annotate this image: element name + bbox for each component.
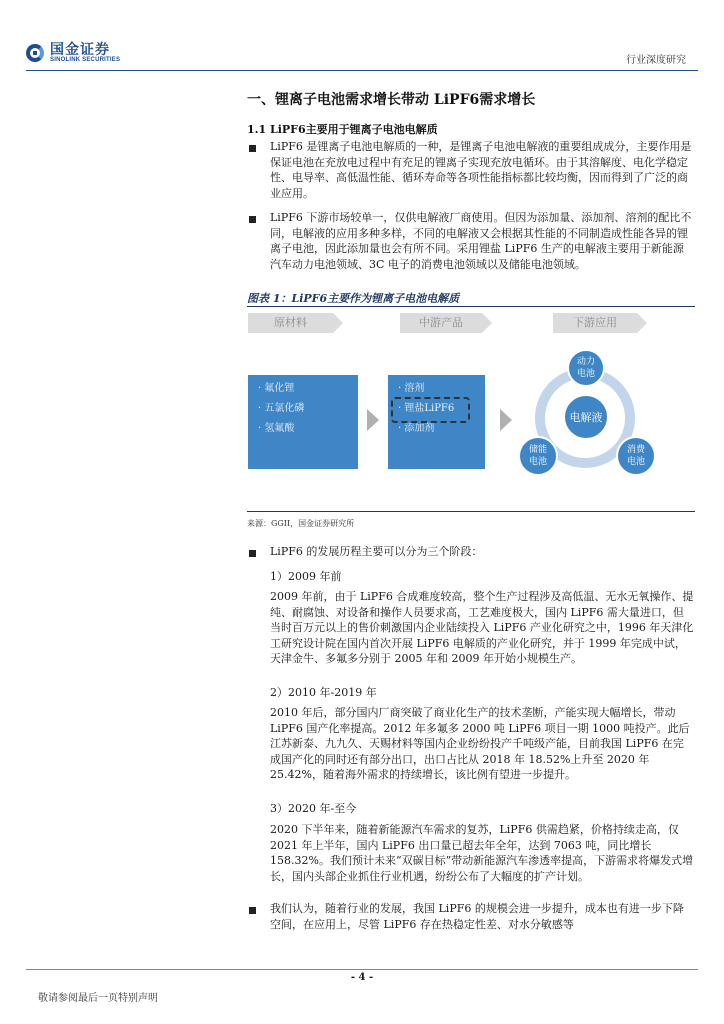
mid-item: · 锂盐LiPF6 — [398, 403, 455, 414]
stage-label-mid: 中游产品 — [400, 313, 482, 333]
stage3-heading: 3）2020 年-至今 — [270, 802, 357, 815]
bullet-marker — [249, 145, 256, 152]
stage-label-raw: 原材料 — [248, 313, 333, 333]
footer-divider — [26, 969, 698, 970]
mid-item: · 添加剂 — [398, 423, 435, 434]
app-power-battery: 动力电池 — [567, 349, 605, 387]
stage-label-down: 下游应用 — [553, 313, 637, 333]
page-number: - 4 - — [350, 972, 374, 983]
stage2-heading: 2）2010 年-2019 年 — [270, 686, 377, 699]
logo-cn: 国金证券 — [50, 42, 110, 58]
header-divider — [26, 70, 698, 71]
figure-bottom-rule — [247, 511, 695, 512]
figure-top-rule — [247, 306, 695, 307]
logo-en: SINOLINK SECURITIES — [50, 57, 121, 63]
paragraph-downstream: LiPF6 下游市场较单一，仅供电解液厂商使用。但因为添加量、添加剂、溶剂的配比不同，电解液的应用多种多样，不同的电解液又会根据其性能的不同制造成性能各异的锂离子电池，因此添加量也会有所不同。采用锂盐 LiPF6 生产的电解液主要用于新能源汽车动力电池领域、3C 电子的消费电池领域以及储能电池领域。 — [270, 211, 692, 271]
bullet-marker — [249, 550, 256, 557]
bullet-marker — [249, 216, 256, 223]
subsection-title: 1.1 LiPF6主要用于锂离子电池电解质 — [247, 123, 438, 136]
flow-arrow-icon — [500, 409, 512, 431]
section-title: 一、锂离子电池需求增长带动 LiPF6需求增长 — [247, 92, 536, 108]
flow-arrow-icon — [367, 409, 379, 431]
app-storage-battery: 储能电池 — [518, 436, 558, 476]
center-electrolyte: 电解液 — [563, 394, 609, 440]
app-consumer-battery: 消费电池 — [616, 436, 656, 476]
company-logo — [26, 43, 120, 63]
mid-item: · 溶剂 — [398, 383, 425, 394]
paragraph-lipf6-intro: LiPF6 是锂离子电池电解质的一种，是锂离子电池电解液的重要组成成分，主要作用是保证电池在充放电过程中有充足的锂离子实现充放电循环。由于其溶解度、电化学稳定性、电导率、高低温性能、循环寿命等各项性能指标都比较均衡，因而得到了广泛的商业应用。 — [270, 140, 692, 200]
highlight-dashed-box — [391, 397, 470, 423]
figure-title: 图表 1：LiPF6主要作为锂离子电池电解质 — [247, 292, 460, 305]
bullet-marker — [249, 907, 256, 914]
paragraph-history-intro: LiPF6 的发展历程主要可以分为三个阶段： — [270, 545, 483, 558]
paragraph-outlook: 我们认为，随着行业的发展，我国 LiPF6 的规模会进一步提升，成本也有进一步下降空间，在应用上，尽管 LiPF6 存在热稳定性差、对水分敏感等 — [270, 902, 684, 931]
doc-type: 行业深度研究 — [626, 55, 686, 66]
raw-item: · 五氯化磷 — [258, 403, 305, 414]
raw-item: · 氟化锂 — [258, 383, 295, 394]
figure-source: 来源：GGII，国金证券研究所 — [247, 519, 355, 528]
paragraph-stage1: 2009 年前，由于 LiPF6 合成难度较高，整个生产过程涉及高低温、无水无氧操作、提纯、耐腐蚀、对设备和操作人员要求高，工艺难度极大，国内 LiPF6 需大量进口，但当时百万元以上的售价刺激国内企业陆续投入 LiPF6 产业化研究之中，1996 年天津化工研究设计院在国内首次开展 LiPF6 电解质的产业化研究，并于 1999 年完成中试，天津金牛、多氟多分别于 2005 年和 2009 年开始小规模生产。 — [270, 590, 694, 665]
raw-item: · 氢氟酸 — [258, 423, 295, 434]
footer-disclaimer: 敬请参阅最后一页特别声明 — [38, 993, 158, 1004]
raw-material-box — [248, 375, 358, 469]
paragraph-stage2: 2010 年后，部分国内厂商突破了商业化生产的技术垄断，产能实现大幅增长，带动 LiPF6 国产化率提高。2012 年多氟多 2000 吨 LiPF6 项目一期 1000 吨投产。此后江苏新泰、九九久、天赐材料等国内企业纷纷投产千吨级产能，目前我国 LiPF6 在完成国产化的同时还有部分出口，出口占比从 2018 年 18.52%上升至 2020 年 25.42%，随着海外需求的持续增长，该比例有望进一步提升。 — [270, 706, 690, 781]
logo-icon — [26, 44, 44, 62]
paragraph-stage3: 2020 下半年来，随着新能源汽车需求的复苏，LiPF6 供需趋紧，价格持续走高，仅 2021 年上半年，国内 LiPF6 出口量已超去年全年，达到 7063 吨，同比增长 158.32%。我们预计未来“双碳目标”带动新能源汽车渗透率提高，下游需求将爆发式增长，国内头部企业抓住行业机遇，纷纷公布了大幅度的扩产计划。 — [270, 823, 694, 883]
stage1-heading: 1）2009 年前 — [270, 570, 342, 583]
